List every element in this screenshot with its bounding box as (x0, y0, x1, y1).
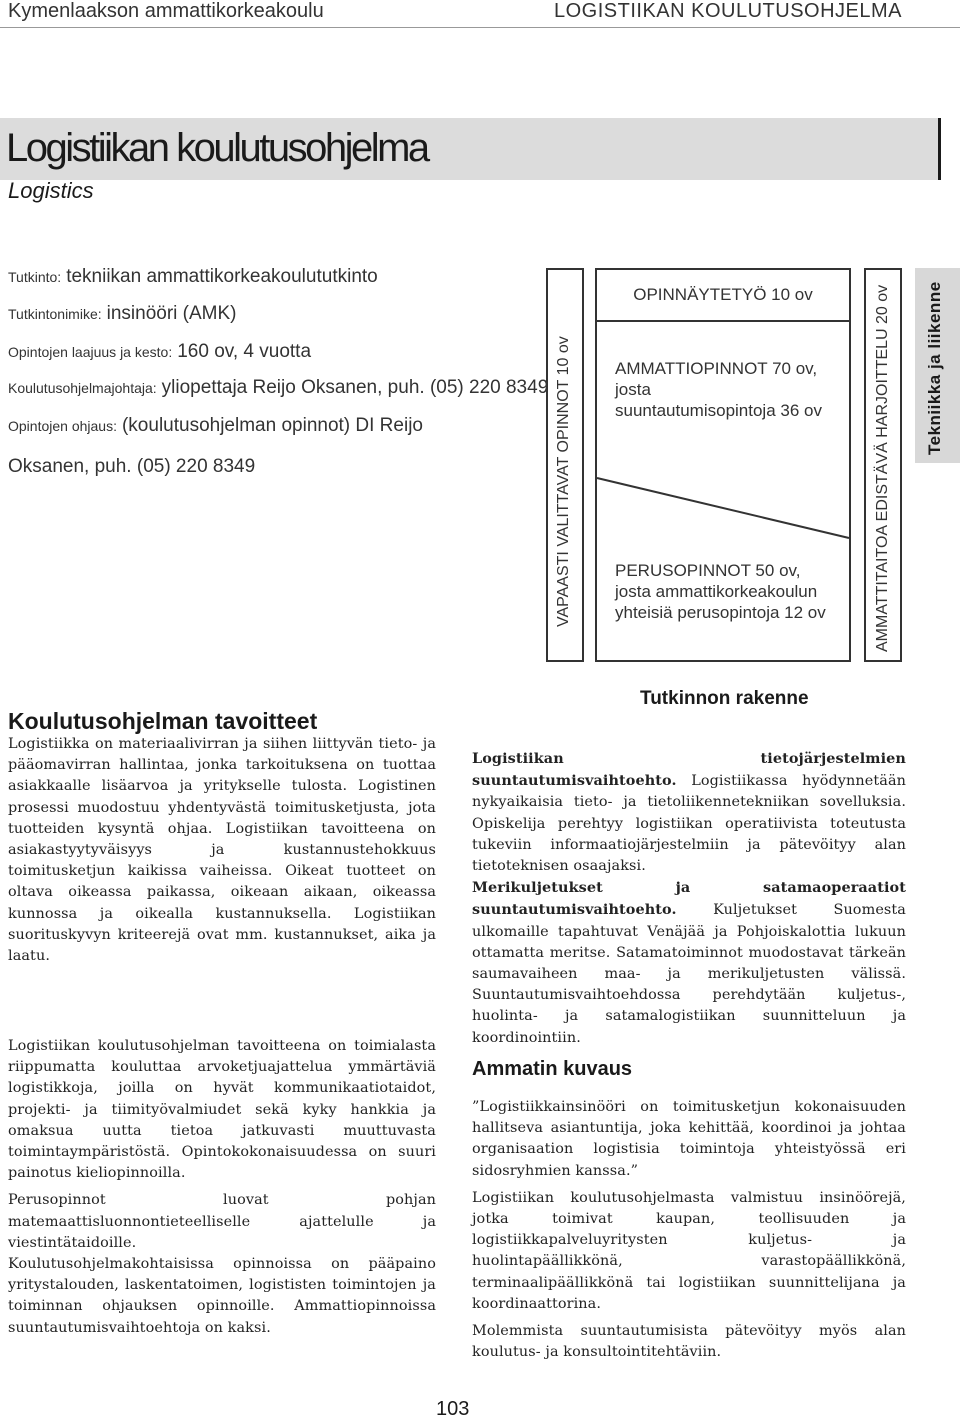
page-subtitle: Logistics (8, 178, 94, 203)
info-label: Opintojen ohjaus: (8, 418, 117, 434)
goals-paragraphs (8, 1036, 436, 1345)
paragraph: Molemmista suuntautumisista pätevöityy myös alan koulutus- ja konsultointitehtäviin. (472, 1323, 906, 1361)
info-label: Tutkinto: (8, 269, 62, 285)
specialization-desc: Logistiikassa hyödynnetään nykyaikaisia tieto- ja tietoliikennetekniikan sovelluksia. Opiskelija perehtyy logistiikan operatiivista toteutusta tukeviin informaatiojärjestelmiin ja pätevöityy alan tietoteknisen osaajaksi. (472, 773, 906, 875)
diagram-text-line: suuntautumisopintoja 36 ov (615, 401, 822, 420)
info-label: Tutkintonimike: (8, 306, 102, 322)
diagram-text-line: josta ammattikorkeakoulun (615, 582, 818, 601)
info-label: Opintojen laajuus ja kesto: (8, 344, 173, 360)
specialization-desc: Kuljetukset Suomesta ulkomaille tapahtuvat Venäjää ja Pohjoiskalottia lukuun ottamatta meritse. Satamatoiminnot muodostavat tärkeän saumavaiheen maa- ja merikuljetusten välissä. Suuntautumisvaihtoehdossa perehdytään kuljetus-, huolinta- ja satamalogistiikan suunnitteluun ja koordinointiin. (472, 902, 906, 1046)
info-value: (koulutusohjelman opinnot) DI Reijo (121, 415, 423, 436)
specialization-title: Logistiikan tietojärjestelmien suuntautumisvaihtoehto. (472, 750, 906, 790)
info-value: yliopettaja Reijo Oksanen, puh. (05) 220 8349 (161, 377, 549, 398)
profession-text (472, 1097, 906, 1369)
section-heading-goals: Koulutusohjelman tavoitteet (8, 708, 318, 734)
diagram-text-line: PERUSOPINNOT 50 ov, (615, 561, 801, 580)
specialization-ict (472, 748, 906, 877)
diagram-thesis-label: OPINNÄYTETYÖ 10 ov (633, 285, 813, 304)
diagram-field-label: Tekniikka ja liikenne (925, 281, 944, 455)
header-section-title: LOGISTIIKAN KOULUTUSOHJELMA (553, 0, 902, 22)
info-value: Oksanen, puh. (05) 220 8349 (8, 456, 256, 477)
specialization-title: Merikuljetukset ja satamaoperaatiot suuntautumisvaihtoehto. (472, 879, 906, 919)
paragraph: Logistiikan koulutusohjelmasta valmistuu insinöörejä, jotka toimivat kaupan, teollisuuden ja logistiikkapalveluyritysten kuljetus- ja huolintapäällikkönä, varastopäällikkönä, terminaalipäällikkönä tai logistiikan suunnittelijana ja koordinaattorina. (472, 1189, 906, 1312)
info-label: Koulutusohjelmajohtaja: (8, 380, 157, 396)
goals-paragraph-1 (8, 734, 436, 973)
diagram-basic-studies (615, 560, 826, 623)
section-heading-profession: Ammatin kuvaus (472, 1058, 633, 1080)
info-value: 160 ov, 4 vuotta (177, 341, 312, 362)
paragraph: Logistiikka on materiaalivirran ja siihen liittyvän tieto- ja pääomavirran hallintaa, jonka tarkoituksena on tuottaa asiakkaalle lisäarvoa ja yritykselle tulosta. Logistinen prosessi muodostuu yhdentyvästä toimitusketjusta, jota tuotteiden kysyntä ohjaa. Logistiikan tavoitteena on asiakastyytyväisyys ja kustannustehokkuus toimitusketjun kaikissa vaiheissa. Oikeat tuotteet on oltava oikeassa paikassa, oikeaan aikaan, oikeassa kunnossa ja oikealla kustannuksella. Logistiikan suorituskyvyn kriteerejä ovat mm. kustannukset, aika ja laatu. (8, 736, 436, 965)
diagram-internship-label: AMMATTITAITOA EDISTÄVÄ HARJOITTELU 20 ov (874, 284, 891, 652)
page-number: 103 (436, 1398, 470, 1420)
diagram-professional-studies (615, 358, 822, 421)
diagram-text-line: yhteisiä perusopintoja 12 ov (615, 603, 826, 622)
info-value: tekniikan ammattikorkeakoulututkinto (66, 266, 378, 287)
diagram-caption: Tutkinnon rakenne (640, 688, 809, 709)
specializations-text (472, 748, 906, 1055)
header-school-name: Kymenlaakson ammattikorkeakoulu (8, 0, 324, 22)
diagram-text-line: josta (615, 380, 651, 399)
diagram-free-electives-label: VAPAASTI VALITTAVAT OPINNOT 10 ov (555, 336, 572, 627)
info-value: insinööri (AMK) (106, 303, 237, 324)
paragraph: Logistiikan koulutusohjelman tavoitteena on toimialasta riippumatta kouluttaa arvoketjuajattelua ymmärtäviä logistikkoja, joilla on hyvät kommunikaatiotaidot, projekti- ja tiimityövalmiudet sekä kyky hankkia ja omaksua uutta tietoa jatkuvasti muuttuvasta toimintaympäristöstä. Opintokokonaisuudessa on suuri painotus kieliopinnoilla. (8, 1038, 436, 1182)
profession-quote: ”Logistiikkainsinööri on toimitusketjun kokonaisuuden hallitseva asiantuntija, joka kehittää, koordinoi ja johtaa organisaation logistisia toimintoja yhteistyössä eri sidosryhmien kanssa.” (472, 1099, 906, 1179)
paragraph: Koulutusohjelmakohtaisissa opinnoissa on pääpaino yritystalouden, laskentatoimen, logististen toimintojen ja toiminnan ohjauksen opinnoille. Ammattiopinnoissa suuntautumisvaihtoehtoja on kaksi. (8, 1256, 436, 1336)
specialization-maritime (472, 877, 906, 1049)
page-title: Logistiikan koulutusohjelma (6, 126, 428, 170)
diagram-text-line: AMMATTIOPINNOT 70 ov, (615, 359, 818, 378)
paragraph: Perusopinnot luovat pohjan matemaattisluonnontieteelliselle ajattelulle ja viestintätaidoille. (8, 1192, 436, 1251)
